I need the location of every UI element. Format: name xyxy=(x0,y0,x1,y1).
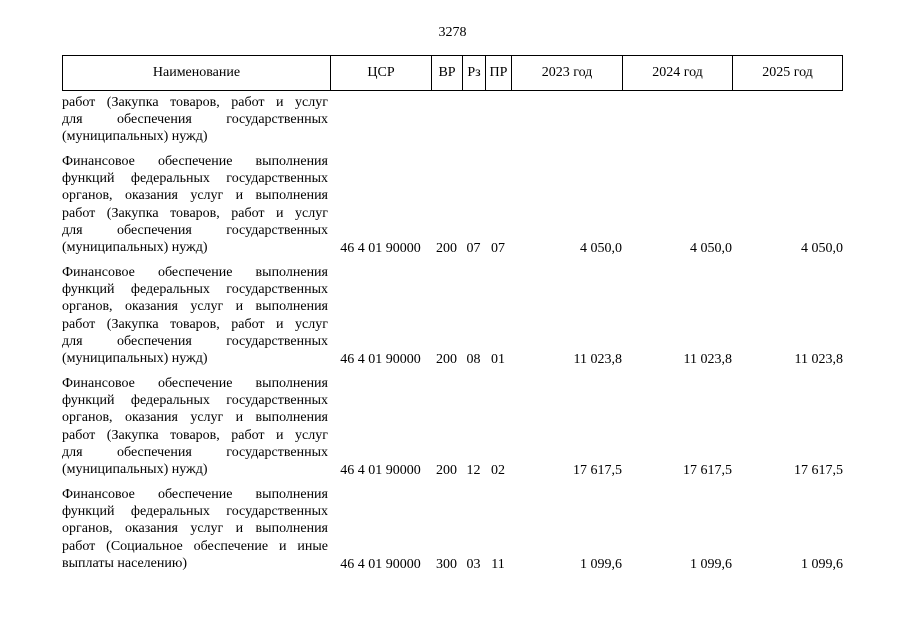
row-2025: 17 617,5 xyxy=(794,462,843,478)
row-2023: 11 023,8 xyxy=(573,351,622,367)
row-2023: 4 050,0 xyxy=(580,240,622,256)
row-name-line: работ (Закупка товаров, работ и услуг xyxy=(62,205,328,221)
row-name-line: органов, оказания услуг и выполнения xyxy=(62,299,328,315)
row-name-line: (муниципальных) нужд) xyxy=(62,239,208,255)
row-name-line: функций федеральных государственных xyxy=(62,282,328,298)
row-name-line: (муниципальных) нужд) xyxy=(62,461,208,477)
row-name-line: функций федеральных государственных xyxy=(62,171,328,187)
row-pr: 01 xyxy=(491,351,505,367)
header-pr: ПР xyxy=(486,56,512,90)
row-rz: 03 xyxy=(466,556,481,572)
row-2025: 11 023,8 xyxy=(794,351,843,367)
header-2025: 2025 год xyxy=(762,65,813,80)
row-csr: 46 4 01 90000 xyxy=(340,556,421,572)
row-2025: 1 099,6 xyxy=(801,556,843,572)
header-2023: 2023 год xyxy=(512,56,623,90)
row-csr: 46 4 01 90000 xyxy=(340,351,421,367)
row-name-line: органов, оказания услуг и выполнения xyxy=(62,188,328,204)
row-name-line: функций федеральных государственных xyxy=(62,393,328,409)
header-vr: ВР xyxy=(432,56,463,90)
row-2023: 17 617,5 xyxy=(573,462,622,478)
row-name-line: для обеспечения государственных xyxy=(62,222,328,238)
row-name-line: органов, оказания услуг и выполнения xyxy=(62,410,328,426)
table-row xyxy=(62,153,843,257)
row-name-line: работ (Закупка товаров, работ и услуг xyxy=(62,316,328,332)
header-name: Наименование xyxy=(63,56,331,90)
row-name-line: Финансовое обеспечение выполнения xyxy=(62,265,328,280)
row-name xyxy=(62,264,328,367)
header-2024: 2024 год xyxy=(623,56,733,90)
row-rz: 12 xyxy=(466,462,481,478)
row-name-line: для обеспечения государственных xyxy=(62,333,328,349)
table-row xyxy=(62,94,843,146)
row-csr: 46 4 01 90000 xyxy=(340,462,421,478)
page-number: 3278 xyxy=(438,25,467,40)
row-2025: 4 050,0 xyxy=(801,240,843,256)
row-pr: 02 xyxy=(491,462,505,478)
row-2023: 1 099,6 xyxy=(580,556,622,572)
row-rz: 08 xyxy=(466,351,481,367)
row-name-line: работ (Закупка товаров, работ и услуг xyxy=(62,427,328,443)
table-row xyxy=(62,486,843,573)
row-vr: 200 xyxy=(436,462,457,478)
row-vr: 200 xyxy=(436,351,457,367)
row-name-line: (муниципальных) нужд) xyxy=(62,129,208,145)
row-name xyxy=(62,486,328,572)
row-2024: 4 050,0 xyxy=(690,240,732,256)
row-name-line: работ (Социальное обеспечение и иные xyxy=(62,538,328,554)
row-csr: 46 4 01 90000 xyxy=(340,240,421,256)
row-2024: 17 617,5 xyxy=(683,462,732,478)
row-2024: 11 023,8 xyxy=(683,351,732,367)
row-name-line: (муниципальных) нужд) xyxy=(62,350,208,366)
row-vr: 200 xyxy=(436,240,457,256)
row-name-line: работ (Закупка товаров, работ и услуг xyxy=(62,95,328,110)
row-rz: 07 xyxy=(466,240,481,256)
table-header xyxy=(62,55,843,91)
row-name-line: Финансовое обеспечение выполнения xyxy=(62,487,328,502)
row-name xyxy=(62,375,328,478)
row-name-line: для обеспечения государственных xyxy=(62,444,328,460)
table-row xyxy=(62,264,843,368)
row-2024: 1 099,6 xyxy=(690,556,732,572)
header-rz: Рз xyxy=(463,56,486,90)
row-pr: 11 xyxy=(491,556,505,572)
row-name xyxy=(62,153,328,256)
header-csr: ЦСР xyxy=(331,56,432,90)
table-row xyxy=(62,375,843,479)
row-vr: 300 xyxy=(436,556,457,572)
row-pr: 07 xyxy=(491,240,505,256)
row-name-line: функций федеральных государственных xyxy=(62,504,328,520)
row-name-line: выплаты населению) xyxy=(62,555,187,571)
row-name-line: Финансовое обеспечение выполнения xyxy=(62,154,328,169)
row-name-line: Финансовое обеспечение выполнения xyxy=(62,376,328,391)
row-name xyxy=(62,94,328,146)
row-name-line: органов, оказания услуг и выполнения xyxy=(62,521,328,537)
row-name-line: для обеспечения государственных xyxy=(62,112,328,128)
